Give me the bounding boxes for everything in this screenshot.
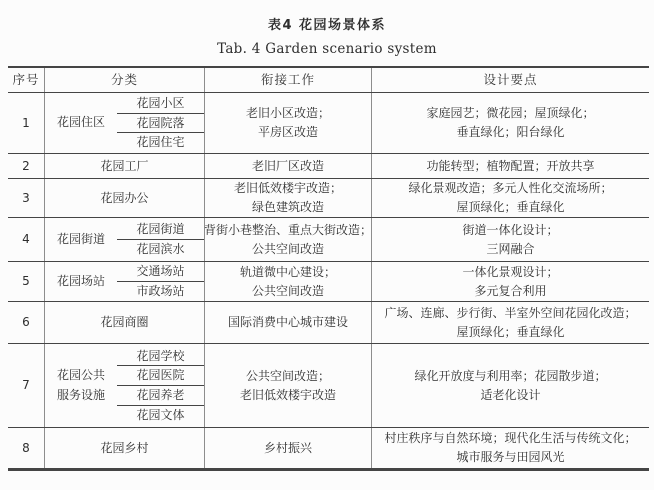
category-main bbox=[45, 366, 117, 404]
row-no-cell: 4 bbox=[8, 218, 45, 261]
category-main bbox=[45, 230, 117, 249]
subcategory-item: 花园滨水 bbox=[136, 242, 185, 256]
subcategory-item: 花园小区 bbox=[117, 94, 204, 114]
row-no-cell: 7 bbox=[8, 344, 45, 427]
category-cell bbox=[45, 262, 205, 301]
design-line: 多元复合利用 bbox=[474, 283, 547, 298]
work-line: 公共空间改造 bbox=[251, 241, 324, 256]
work-line: 绿色建筑改造 bbox=[251, 200, 324, 214]
work-line: 乡村振兴 bbox=[263, 440, 312, 455]
category-main-label: 花园乡村 bbox=[100, 440, 149, 455]
design-line: 广场、连廊、步行街、半室外空间花园化改造； bbox=[384, 305, 637, 320]
category-main-label: 服务设施 bbox=[56, 387, 105, 402]
category-cell bbox=[45, 93, 205, 153]
category-cell bbox=[45, 302, 205, 343]
design-cell bbox=[372, 218, 649, 261]
work-line: 轨道微中心建设； bbox=[239, 264, 336, 279]
work-line: 公共空间改造 bbox=[251, 283, 324, 298]
category-main bbox=[45, 113, 117, 132]
subcategory-item: 花园街道 bbox=[117, 220, 204, 240]
work-line: 背街小巷整治、重点大街改造； bbox=[204, 222, 373, 237]
design-cell bbox=[372, 262, 649, 301]
design-line: 城市服务与田园风光 bbox=[456, 450, 565, 464]
table-title: 表4 花园场景体系 bbox=[267, 18, 387, 33]
row-no-cell: 5 bbox=[8, 262, 45, 301]
design-line: 绿化开放度与利用率；花园散步道； bbox=[414, 368, 607, 383]
category-cell bbox=[45, 154, 205, 178]
table-row-2 bbox=[8, 154, 649, 179]
table-row-6 bbox=[8, 302, 649, 344]
design-line: 街道一体化设计； bbox=[462, 222, 559, 237]
table-row-1 bbox=[8, 93, 649, 154]
category-main bbox=[45, 272, 117, 291]
design-cell bbox=[372, 179, 649, 217]
subcategory-item: 花园学校 bbox=[117, 347, 204, 367]
design-cell bbox=[372, 344, 649, 427]
work-line: 公共空间改造； bbox=[245, 368, 330, 383]
column-header-work: 衔接工作 bbox=[205, 68, 372, 92]
column-header-category: 分类 bbox=[45, 68, 205, 92]
category-main-label: 花园商圈 bbox=[100, 315, 149, 330]
design-line: 绿化景观改造；多元人性化交流场所； bbox=[408, 181, 613, 196]
subcategory-item: 花园医院 bbox=[117, 366, 204, 386]
table-row-7 bbox=[8, 344, 649, 428]
design-line: 功能转型；植物配置；开放共享 bbox=[426, 158, 595, 173]
subcategory-item: 花园养老 bbox=[117, 386, 204, 406]
work-cell bbox=[205, 302, 372, 343]
design-cell bbox=[372, 302, 649, 343]
work-cell bbox=[205, 262, 372, 301]
subcategory-item: 花园文体 bbox=[136, 407, 185, 422]
work-cell bbox=[205, 218, 372, 261]
category-main-label: 花园场站 bbox=[56, 273, 105, 288]
work-line: 平房区改造 bbox=[257, 125, 318, 139]
design-cell bbox=[372, 428, 649, 468]
table-row-3 bbox=[8, 179, 649, 218]
work-cell bbox=[205, 344, 372, 427]
category-cell bbox=[45, 428, 205, 468]
column-header-no: 序号 bbox=[8, 68, 45, 92]
work-line: 老旧低效楼宇改造 bbox=[239, 387, 336, 402]
table-header-row bbox=[8, 68, 649, 93]
work-line: 老旧小区改造； bbox=[245, 106, 330, 121]
work-line: 国际消费中心城市建设 bbox=[227, 315, 348, 330]
row-no-cell: 8 bbox=[8, 428, 45, 468]
design-line: 一体化景观设计； bbox=[462, 264, 559, 279]
table-row-4 bbox=[8, 218, 649, 262]
subcategory-list bbox=[117, 262, 204, 300]
row-no-cell: 1 bbox=[8, 93, 45, 153]
category-cell bbox=[45, 218, 205, 261]
subcategory-item: 花园住宅 bbox=[136, 135, 185, 150]
category-cell bbox=[45, 344, 205, 427]
subcategory-list bbox=[117, 347, 204, 424]
row-no-cell: 6 bbox=[8, 302, 45, 343]
design-line: 垂直绿化；阳台绿化 bbox=[456, 125, 565, 139]
subcategory-item: 花园院落 bbox=[117, 114, 204, 134]
work-line: 老旧厂区改造 bbox=[251, 158, 324, 173]
work-cell bbox=[205, 179, 372, 217]
table-subtitle: Tab. 4 Garden scenario system bbox=[217, 41, 437, 57]
work-cell bbox=[205, 154, 372, 178]
subcategory-item: 市政场站 bbox=[136, 284, 185, 298]
subcategory-list bbox=[117, 94, 204, 152]
design-cell bbox=[372, 93, 649, 153]
work-cell bbox=[205, 428, 372, 468]
design-line: 屋顶绿化；垂直绿化 bbox=[456, 200, 565, 214]
table-row-8 bbox=[8, 428, 649, 468]
subcategory-item: 交通场站 bbox=[117, 262, 204, 282]
design-line: 家庭园艺；微花园；屋顶绿化； bbox=[426, 106, 595, 121]
garden-scenario-table bbox=[8, 66, 649, 471]
design-line: 适老化设计 bbox=[480, 387, 541, 402]
subcategory-list bbox=[117, 220, 204, 258]
category-main-label: 花园住区 bbox=[56, 115, 105, 130]
row-no-cell: 3 bbox=[8, 179, 45, 217]
category-main-label: 花园办公 bbox=[100, 190, 149, 205]
category-cell bbox=[45, 179, 205, 217]
design-line: 三网融合 bbox=[486, 241, 535, 256]
row-no-cell: 2 bbox=[8, 154, 45, 178]
design-cell bbox=[372, 154, 649, 178]
column-header-design: 设计要点 bbox=[483, 72, 538, 88]
design-line: 村庄秩序与自然环境；现代化生活与传统文化； bbox=[384, 431, 637, 446]
table-row-5 bbox=[8, 262, 649, 302]
category-main-label: 花园工厂 bbox=[100, 158, 149, 173]
work-line: 老旧低效楼宇改造； bbox=[233, 181, 342, 196]
work-cell bbox=[205, 93, 372, 153]
design-line: 屋顶绿化；垂直绿化 bbox=[456, 324, 565, 339]
category-main-label: 花园公共 bbox=[56, 368, 105, 383]
category-main-label: 花园街道 bbox=[56, 231, 105, 246]
